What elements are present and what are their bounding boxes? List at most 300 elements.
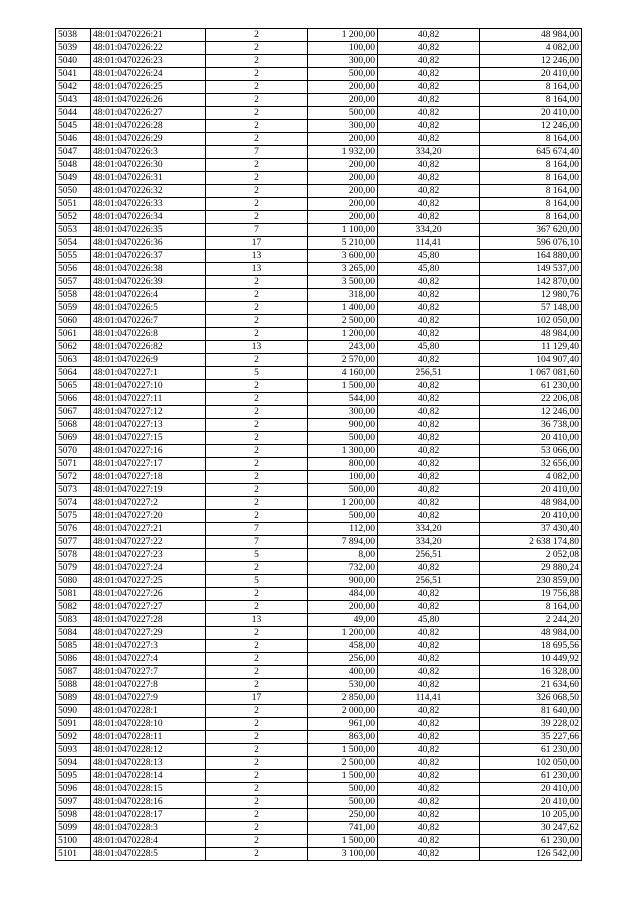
table-row — [56, 640, 582, 653]
row-number-cell: 5051 — [56, 198, 91, 211]
value-cell: 12 246,00 — [480, 406, 582, 419]
table-row — [56, 666, 582, 679]
table-row — [56, 263, 582, 276]
cadastral-number-cell: 48:01:0470227:18 — [91, 471, 206, 484]
area-cell: 300,00 — [308, 55, 378, 68]
area-cell: 256,00 — [308, 653, 378, 666]
rate-cell: 40,82 — [378, 757, 480, 770]
category-code-cell: 2 — [206, 432, 308, 445]
table-row — [56, 237, 582, 250]
cadastral-number-cell: 48:01:0470227:25 — [91, 575, 206, 588]
area-cell: 5 210,00 — [308, 237, 378, 250]
row-number-cell: 5041 — [56, 68, 91, 81]
area-cell: 500,00 — [308, 796, 378, 809]
row-number-cell: 5069 — [56, 432, 91, 445]
value-cell: 20 410,00 — [480, 796, 582, 809]
rate-cell: 40,82 — [378, 68, 480, 81]
area-cell: 2 570,00 — [308, 354, 378, 367]
cadastral-number-cell: 48:01:0470226:8 — [91, 328, 206, 341]
row-number-cell: 5067 — [56, 406, 91, 419]
value-cell: 367 620,00 — [480, 224, 582, 237]
area-cell: 7 894,00 — [308, 536, 378, 549]
row-number-cell: 5076 — [56, 523, 91, 536]
area-cell: 200,00 — [308, 198, 378, 211]
table-row — [56, 523, 582, 536]
rate-cell: 45,80 — [378, 263, 480, 276]
category-code-cell: 2 — [206, 159, 308, 172]
row-number-cell: 5057 — [56, 276, 91, 289]
rate-cell: 256,51 — [378, 367, 480, 380]
area-cell: 112,00 — [308, 523, 378, 536]
value-cell: 2 244,20 — [480, 614, 582, 627]
category-code-cell: 2 — [206, 406, 308, 419]
area-cell: 200,00 — [308, 94, 378, 107]
rate-cell: 334,20 — [378, 536, 480, 549]
rate-cell: 114,41 — [378, 237, 480, 250]
cadastral-number-cell: 48:01:0470226:7 — [91, 315, 206, 328]
rate-cell: 40,82 — [378, 458, 480, 471]
table-row — [56, 497, 582, 510]
area-cell: 544,00 — [308, 393, 378, 406]
area-cell: 200,00 — [308, 172, 378, 185]
cadastral-number-cell: 48:01:0470227:28 — [91, 614, 206, 627]
rate-cell: 40,82 — [378, 55, 480, 68]
value-cell: 18 695,56 — [480, 640, 582, 653]
cadastral-number-cell: 48:01:0470226:36 — [91, 237, 206, 250]
table-row — [56, 406, 582, 419]
area-cell: 100,00 — [308, 471, 378, 484]
value-cell: 16 328,00 — [480, 666, 582, 679]
table-row — [56, 458, 582, 471]
area-cell: 500,00 — [308, 783, 378, 796]
value-cell: 61 230,00 — [480, 770, 582, 783]
category-code-cell: 2 — [206, 601, 308, 614]
rate-cell: 40,82 — [378, 107, 480, 120]
table-row — [56, 653, 582, 666]
table-row — [56, 705, 582, 718]
category-code-cell: 2 — [206, 354, 308, 367]
area-cell: 243,00 — [308, 341, 378, 354]
rate-cell: 40,82 — [378, 653, 480, 666]
row-number-cell: 5059 — [56, 302, 91, 315]
rate-cell: 40,82 — [378, 94, 480, 107]
row-number-cell: 5063 — [56, 354, 91, 367]
row-number-cell: 5099 — [56, 822, 91, 835]
cadastral-number-cell: 48:01:0470228:16 — [91, 796, 206, 809]
value-cell: 20 410,00 — [480, 783, 582, 796]
category-code-cell: 2 — [206, 172, 308, 185]
row-number-cell: 5040 — [56, 55, 91, 68]
value-cell: 57 148,00 — [480, 302, 582, 315]
category-code-cell: 2 — [206, 289, 308, 302]
category-code-cell: 2 — [206, 497, 308, 510]
rate-cell: 40,82 — [378, 185, 480, 198]
area-cell: 300,00 — [308, 120, 378, 133]
category-code-cell: 2 — [206, 783, 308, 796]
value-cell: 19 756,88 — [480, 588, 582, 601]
rate-cell: 40,82 — [378, 315, 480, 328]
rate-cell: 40,82 — [378, 380, 480, 393]
value-cell: 20 410,00 — [480, 510, 582, 523]
value-cell: 4 082,00 — [480, 471, 582, 484]
row-number-cell: 5090 — [56, 705, 91, 718]
table-row — [56, 68, 582, 81]
table-row — [56, 250, 582, 263]
row-number-cell: 5072 — [56, 471, 91, 484]
cadastral-number-cell: 48:01:0470228:14 — [91, 770, 206, 783]
rate-cell: 40,82 — [378, 588, 480, 601]
rate-cell: 40,82 — [378, 42, 480, 55]
rate-cell: 40,82 — [378, 562, 480, 575]
row-number-cell: 5089 — [56, 692, 91, 705]
category-code-cell: 2 — [206, 562, 308, 575]
area-cell: 300,00 — [308, 406, 378, 419]
rate-cell: 40,82 — [378, 484, 480, 497]
value-cell: 12 980,76 — [480, 289, 582, 302]
row-number-cell: 5095 — [56, 770, 91, 783]
category-code-cell: 2 — [206, 666, 308, 679]
cadastral-number-cell: 48:01:0470226:4 — [91, 289, 206, 302]
area-cell: 2 000,00 — [308, 705, 378, 718]
row-number-cell: 5086 — [56, 653, 91, 666]
cadastral-number-cell: 48:01:0470227:7 — [91, 666, 206, 679]
category-code-cell: 2 — [206, 588, 308, 601]
area-cell: 484,00 — [308, 588, 378, 601]
row-number-cell: 5094 — [56, 757, 91, 770]
area-cell: 500,00 — [308, 484, 378, 497]
cadastral-number-cell: 48:01:0470227:1 — [91, 367, 206, 380]
row-number-cell: 5039 — [56, 42, 91, 55]
row-number-cell: 5049 — [56, 172, 91, 185]
cadastral-number-cell: 48:01:0470228:10 — [91, 718, 206, 731]
table-row — [56, 107, 582, 120]
value-cell: 22 206,08 — [480, 393, 582, 406]
table-row — [56, 718, 582, 731]
cadastral-number-cell: 48:01:0470228:5 — [91, 848, 206, 861]
cadastral-number-cell: 48:01:0470228:1 — [91, 705, 206, 718]
rate-cell: 40,82 — [378, 445, 480, 458]
table-row — [56, 692, 582, 705]
area-cell: 100,00 — [308, 42, 378, 55]
category-code-cell: 7 — [206, 146, 308, 159]
cadastral-number-cell: 48:01:0470228:11 — [91, 731, 206, 744]
cadastral-number-cell: 48:01:0470226:38 — [91, 263, 206, 276]
category-code-cell: 2 — [206, 822, 308, 835]
rate-cell: 40,82 — [378, 835, 480, 848]
value-cell: 29 880,24 — [480, 562, 582, 575]
category-code-cell: 2 — [206, 380, 308, 393]
category-code-cell: 2 — [206, 705, 308, 718]
category-code-cell: 2 — [206, 835, 308, 848]
rate-cell: 40,82 — [378, 159, 480, 172]
row-number-cell: 5087 — [56, 666, 91, 679]
value-cell: 8 164,00 — [480, 133, 582, 146]
table-row — [56, 159, 582, 172]
row-number-cell: 5053 — [56, 224, 91, 237]
table-row — [56, 172, 582, 185]
area-cell: 1 200,00 — [308, 497, 378, 510]
cadastral-number-cell: 48:01:0470227:13 — [91, 419, 206, 432]
value-cell: 326 068,50 — [480, 692, 582, 705]
area-cell: 8,00 — [308, 549, 378, 562]
row-number-cell: 5085 — [56, 640, 91, 653]
value-cell: 596 076,10 — [480, 237, 582, 250]
cadastral-number-cell: 48:01:0470228:15 — [91, 783, 206, 796]
value-cell: 30 247,62 — [480, 822, 582, 835]
table-row — [56, 367, 582, 380]
table-row — [56, 822, 582, 835]
area-cell: 200,00 — [308, 185, 378, 198]
area-cell: 1 100,00 — [308, 224, 378, 237]
area-cell: 2 500,00 — [308, 315, 378, 328]
row-number-cell: 5056 — [56, 263, 91, 276]
table-row — [56, 211, 582, 224]
row-number-cell: 5096 — [56, 783, 91, 796]
category-code-cell: 2 — [206, 94, 308, 107]
table-row — [56, 601, 582, 614]
rate-cell: 40,82 — [378, 796, 480, 809]
table-row — [56, 94, 582, 107]
table-row — [56, 432, 582, 445]
value-cell: 2 638 174,80 — [480, 536, 582, 549]
value-cell: 8 164,00 — [480, 601, 582, 614]
category-code-cell: 2 — [206, 328, 308, 341]
category-code-cell: 2 — [206, 445, 308, 458]
area-cell: 400,00 — [308, 666, 378, 679]
cadastral-number-cell: 48:01:0470226:26 — [91, 94, 206, 107]
category-code-cell: 2 — [206, 484, 308, 497]
value-cell: 48 984,00 — [480, 627, 582, 640]
table-row — [56, 627, 582, 640]
area-cell: 500,00 — [308, 510, 378, 523]
table-row — [56, 198, 582, 211]
rate-cell: 40,82 — [378, 705, 480, 718]
rate-cell: 40,82 — [378, 406, 480, 419]
rate-cell: 40,82 — [378, 679, 480, 692]
rate-cell: 40,82 — [378, 627, 480, 640]
row-number-cell: 5062 — [56, 341, 91, 354]
row-number-cell: 5077 — [56, 536, 91, 549]
rate-cell: 40,82 — [378, 276, 480, 289]
rate-cell: 40,82 — [378, 120, 480, 133]
area-cell: 3 265,00 — [308, 263, 378, 276]
area-cell: 500,00 — [308, 107, 378, 120]
area-cell: 500,00 — [308, 68, 378, 81]
rate-cell: 256,51 — [378, 549, 480, 562]
table-row — [56, 393, 582, 406]
row-number-cell: 5084 — [56, 627, 91, 640]
cadastral-number-cell: 48:01:0470226:39 — [91, 276, 206, 289]
table-row — [56, 471, 582, 484]
rate-cell: 334,20 — [378, 224, 480, 237]
category-code-cell: 5 — [206, 367, 308, 380]
value-cell: 61 230,00 — [480, 835, 582, 848]
area-cell: 741,00 — [308, 822, 378, 835]
cadastral-number-cell: 48:01:0470227:15 — [91, 432, 206, 445]
rate-cell: 40,82 — [378, 133, 480, 146]
rate-cell: 40,82 — [378, 81, 480, 94]
value-cell: 32 656,00 — [480, 458, 582, 471]
value-cell: 11 129,40 — [480, 341, 582, 354]
category-code-cell: 2 — [206, 848, 308, 861]
row-number-cell: 5055 — [56, 250, 91, 263]
table-row — [56, 588, 582, 601]
table-row — [56, 146, 582, 159]
rate-cell: 45,80 — [378, 614, 480, 627]
category-code-cell: 2 — [206, 731, 308, 744]
table-row — [56, 419, 582, 432]
cadastral-number-cell: 48:01:0470226:25 — [91, 81, 206, 94]
row-number-cell: 5083 — [56, 614, 91, 627]
cadastral-number-cell: 48:01:0470228:13 — [91, 757, 206, 770]
value-cell: 36 738,00 — [480, 419, 582, 432]
value-cell: 12 246,00 — [480, 120, 582, 133]
area-cell: 49,00 — [308, 614, 378, 627]
area-cell: 200,00 — [308, 159, 378, 172]
row-number-cell: 5048 — [56, 159, 91, 172]
value-cell: 53 066,00 — [480, 445, 582, 458]
cadastral-number-cell: 48:01:0470226:22 — [91, 42, 206, 55]
rate-cell: 40,82 — [378, 393, 480, 406]
cadastral-number-cell: 48:01:0470227:23 — [91, 549, 206, 562]
table-row — [56, 328, 582, 341]
row-number-cell: 5044 — [56, 107, 91, 120]
row-number-cell: 5079 — [56, 562, 91, 575]
table-row — [56, 783, 582, 796]
rate-cell: 40,82 — [378, 211, 480, 224]
rate-cell: 114,41 — [378, 692, 480, 705]
row-number-cell: 5097 — [56, 796, 91, 809]
row-number-cell: 5080 — [56, 575, 91, 588]
rate-cell: 40,82 — [378, 848, 480, 861]
category-code-cell: 2 — [206, 133, 308, 146]
area-cell: 1 300,00 — [308, 445, 378, 458]
area-cell: 4 160,00 — [308, 367, 378, 380]
rate-cell: 45,80 — [378, 250, 480, 263]
rate-cell: 40,82 — [378, 783, 480, 796]
value-cell: 102 050,00 — [480, 315, 582, 328]
rate-cell: 40,82 — [378, 601, 480, 614]
rate-cell: 256,51 — [378, 575, 480, 588]
value-cell: 12 246,00 — [480, 55, 582, 68]
cadastral-number-cell: 48:01:0470227:12 — [91, 406, 206, 419]
category-code-cell: 2 — [206, 120, 308, 133]
cadastral-number-cell: 48:01:0470226:24 — [91, 68, 206, 81]
category-code-cell: 2 — [206, 185, 308, 198]
row-number-cell: 5058 — [56, 289, 91, 302]
category-code-cell: 2 — [206, 653, 308, 666]
table-row — [56, 770, 582, 783]
rate-cell: 40,82 — [378, 822, 480, 835]
row-number-cell: 5078 — [56, 549, 91, 562]
rate-cell: 40,82 — [378, 354, 480, 367]
value-cell: 20 410,00 — [480, 107, 582, 120]
table-row — [56, 354, 582, 367]
table-row — [56, 315, 582, 328]
cadastral-number-cell: 48:01:0470227:21 — [91, 523, 206, 536]
area-cell: 530,00 — [308, 679, 378, 692]
rate-cell: 40,82 — [378, 432, 480, 445]
cadastral-number-cell: 48:01:0470227:22 — [91, 536, 206, 549]
category-code-cell: 2 — [206, 81, 308, 94]
cadastral-number-cell: 48:01:0470227:16 — [91, 445, 206, 458]
row-number-cell: 5047 — [56, 146, 91, 159]
cadastral-number-cell: 48:01:0470227:20 — [91, 510, 206, 523]
rate-cell: 334,20 — [378, 146, 480, 159]
category-code-cell: 13 — [206, 250, 308, 263]
value-cell: 8 164,00 — [480, 211, 582, 224]
cadastral-number-cell: 48:01:0470226:21 — [91, 29, 206, 42]
category-code-cell: 17 — [206, 237, 308, 250]
category-code-cell: 2 — [206, 276, 308, 289]
row-number-cell: 5092 — [56, 731, 91, 744]
area-cell: 732,00 — [308, 562, 378, 575]
area-cell: 800,00 — [308, 458, 378, 471]
row-number-cell: 5042 — [56, 81, 91, 94]
category-code-cell: 13 — [206, 341, 308, 354]
row-number-cell: 5088 — [56, 679, 91, 692]
value-cell: 4 082,00 — [480, 42, 582, 55]
value-cell: 61 230,00 — [480, 380, 582, 393]
table-row — [56, 575, 582, 588]
row-number-cell: 5100 — [56, 835, 91, 848]
category-code-cell: 13 — [206, 263, 308, 276]
row-number-cell: 5093 — [56, 744, 91, 757]
value-cell: 1 067 081,60 — [480, 367, 582, 380]
table-row — [56, 445, 582, 458]
area-cell: 200,00 — [308, 211, 378, 224]
row-number-cell: 5091 — [56, 718, 91, 731]
category-code-cell: 2 — [206, 68, 308, 81]
rate-cell: 40,82 — [378, 471, 480, 484]
rate-cell: 40,82 — [378, 289, 480, 302]
row-number-cell: 5046 — [56, 133, 91, 146]
row-number-cell: 5071 — [56, 458, 91, 471]
category-code-cell: 2 — [206, 55, 308, 68]
table-row — [56, 614, 582, 627]
category-code-cell: 2 — [206, 42, 308, 55]
row-number-cell: 5082 — [56, 601, 91, 614]
cadastral-number-cell: 48:01:0470226:28 — [91, 120, 206, 133]
value-cell: 81 640,00 — [480, 705, 582, 718]
row-number-cell: 5070 — [56, 445, 91, 458]
value-cell: 61 230,00 — [480, 744, 582, 757]
value-cell: 20 410,00 — [480, 432, 582, 445]
rate-cell: 40,82 — [378, 302, 480, 315]
row-number-cell: 5038 — [56, 29, 91, 42]
table-row — [56, 42, 582, 55]
category-code-cell: 2 — [206, 796, 308, 809]
category-code-cell: 2 — [206, 198, 308, 211]
area-cell: 3 100,00 — [308, 848, 378, 861]
table-row — [56, 796, 582, 809]
row-number-cell: 5065 — [56, 380, 91, 393]
cadastral-number-cell: 48:01:0470227:10 — [91, 380, 206, 393]
area-cell: 900,00 — [308, 575, 378, 588]
rate-cell: 334,20 — [378, 523, 480, 536]
rate-cell: 40,82 — [378, 770, 480, 783]
table-row — [56, 81, 582, 94]
category-code-cell: 2 — [206, 393, 308, 406]
value-cell: 10 205,00 — [480, 809, 582, 822]
row-number-cell: 5098 — [56, 809, 91, 822]
table-row — [56, 848, 582, 861]
rate-cell: 40,82 — [378, 666, 480, 679]
area-cell: 961,00 — [308, 718, 378, 731]
value-cell: 164 880,00 — [480, 250, 582, 263]
table-row — [56, 562, 582, 575]
area-cell: 863,00 — [308, 731, 378, 744]
